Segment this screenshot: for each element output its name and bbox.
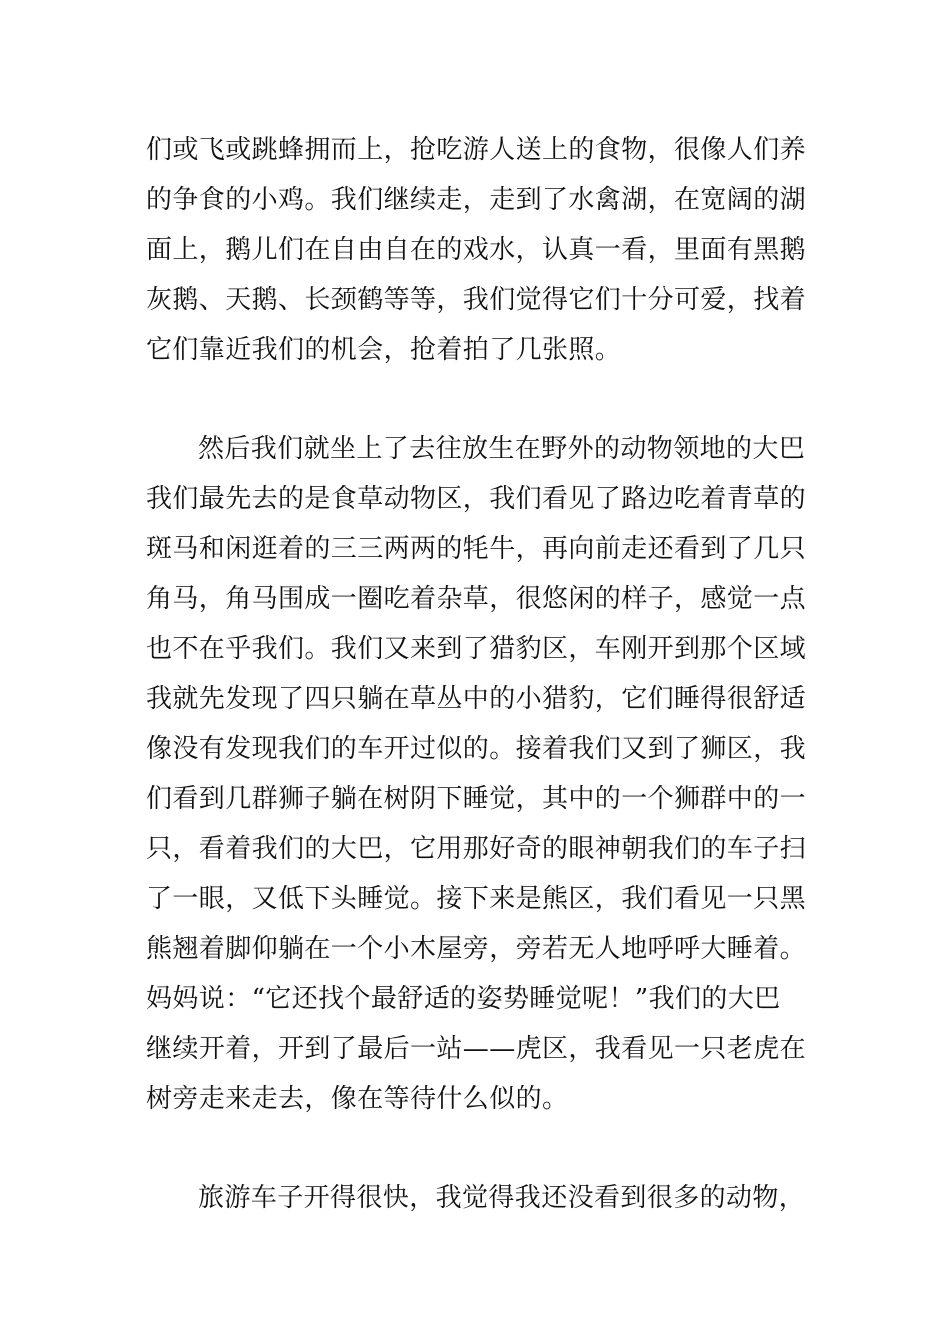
text-line: 也不在乎我们。我们又来到了猎豹区，车刚开到那个区域 [146,634,807,664]
text-line: 们看到几群狮子躺在树阴下睡觉，其中的一个狮群中的一 [146,784,807,814]
text-line: 我们最先去的是食草动物区，我们看见了路边吃着青草的 [146,484,807,514]
text-line: 树旁走来走去，像在等待什么似的。 [146,1084,569,1114]
text-line: 继续开着，开到了最后一站——虎区，我看见一只老虎在 [146,1034,807,1064]
text-line: 只，看着我们的大巴，它用那好奇的眼神朝我们的车子扫 [146,834,807,864]
text-line: 像没有发现我们的车开过似的。接着我们又到了狮区，我 [146,734,807,764]
text-line: 灰鹅、天鹅、长颈鹤等等，我们觉得它们十分可爱，找着 [146,285,807,315]
text-line: 斑马和闲逛着的三三两两的牦牛，再向前走还看到了几只 [146,534,807,564]
text-line: 的争食的小鸡。我们继续走，走到了水禽湖，在宽阔的湖 [146,185,807,215]
text-line: 它们靠近我们的机会，抢着拍了几张照。 [146,335,622,365]
text-line: 妈妈说：“它还找个最舒适的姿势睡觉呢！”我们的大巴 [146,984,781,1014]
text-line: 了一眼，又低下头睡觉。接下来是熊区，我们看见一只黑 [146,884,807,914]
text-line: 们或飞或跳蜂拥而上，抢吃游人送上的食物，很像人们养 [146,135,807,165]
text-line: 熊翘着脚仰躺在一个小木屋旁，旁若无人地呼呼大睡着。 [146,934,807,964]
text-line: 面上，鹅儿们在自由自在的戏水，认真一看，里面有黑鹅 [146,235,807,265]
text-line: 然后我们就坐上了去往放生在野外的动物领地的大巴 [198,434,806,464]
text-line: 角马，角马围成一圈吃着杂草，很悠闲的样子，感觉一点 [146,584,807,614]
text-line: 旅游车子开得很快，我觉得我还没看到很多的动物， [198,1183,806,1213]
text-line: 我就先发现了四只躺在草丛中的小猎豹，它们睡得很舒适 [146,684,807,714]
